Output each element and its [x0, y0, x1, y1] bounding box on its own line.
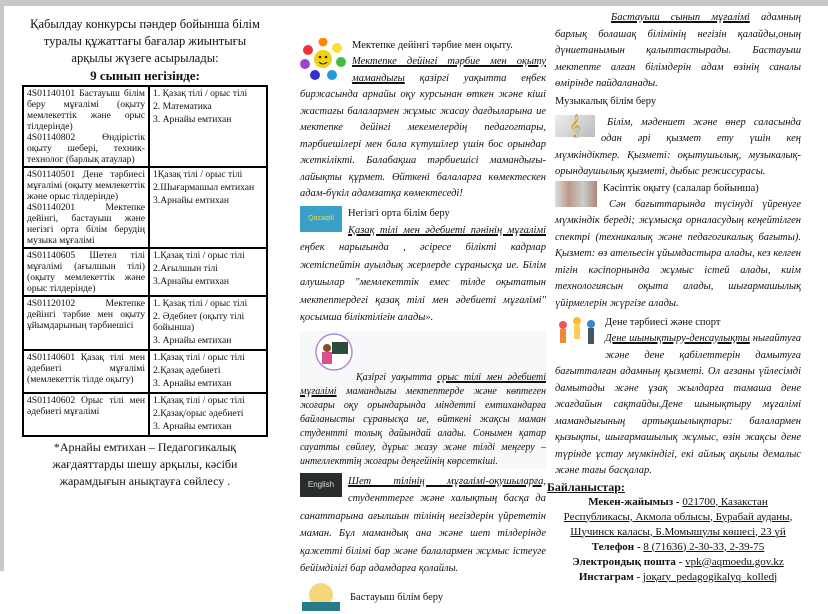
table-row	[23, 393, 267, 436]
contacts-title: Байланыстар:	[547, 479, 625, 494]
left-border	[0, 0, 4, 571]
sport-text: нығайтуға және дене қабілеттерін дамытуға бағытталған адамның қызметі. Ол ағзаны үйлесімді дамытады және ұзақ жылдарға тамаша дене жағдайын сақтайды.Дене шынықтыру мұғалімі мамандығының артықшылықтары: балалармен қызықты, шығармашылық жұмыс, өзін жақсы дене түрінде ұстау мүмкіндігі, екі айлық ақылы демалыс және тағы басқалар.	[555, 333, 801, 476]
music-text: Білім, мәдениет және өнер саласында одан әрі қызмет ету үшін кең мүмкіндіктер. Қызметі: оқытушылық, музыкалық-орындаушылық қызметі, дыбыс режиссурасы.	[555, 116, 801, 177]
email-link[interactable]: vpk@aqmoedu.gov.kz	[685, 555, 784, 568]
specialty-name: 4S01140101 Бастауыш білім беру мұғалімі (оқыту мемлекеттік және орыс тілдерінде)	[27, 88, 145, 132]
section-secondary	[300, 206, 546, 327]
column-admission	[22, 10, 268, 490]
email-label: Электрондық пошта	[572, 555, 676, 568]
exam-item: 3. Арнайы емтихан	[153, 114, 232, 125]
english-chalkboard-image: English	[300, 473, 342, 497]
column-more-specialties	[547, 10, 801, 585]
kazakh-flag-image: Qazaqtil	[300, 206, 342, 232]
kazakh-teacher-specialty: Қазақ тілі мен әдебиеті пәнінің мұғалімі	[348, 224, 546, 236]
exam-item: 3.Арнайы емтихан	[153, 195, 230, 206]
section-primary-heading	[300, 582, 546, 614]
secondary-title: Негізгі орта білім беру	[348, 207, 450, 219]
russian-teacher-specialty: орыс тілі мен әдебиеті мұғалімі	[300, 371, 546, 397]
table-row	[23, 350, 267, 393]
table-row	[23, 296, 267, 350]
email: Электрондық пошта - vpk@aqmoedu.gov.kz	[572, 555, 784, 568]
section-sport	[555, 315, 801, 480]
contacts	[547, 479, 801, 585]
exams-cell	[149, 350, 267, 393]
preschool-title: Мектепке дейінгі тәрбие мен оқыту.	[352, 40, 513, 51]
preschool-text: қазіргі уақытта еңбек биржасында арнайы оқу курсынан өткен және кіші жастағы балалармен жұмыс жасау дағдыларына ие мектепке дейінгі мекемелердің педагогтары, тәрбиешілері мен бала күтушілер үшін бос орындар жеткілікті. Балабақша тәрбиешісі мамандығы-лайықты құрмет. Өйткені балаларға көмектескен адам-бүкіл адамзатқа көмектеседі!	[300, 72, 546, 199]
column-specialties	[300, 38, 546, 614]
exam-item: 3. Арнайы емтихан	[153, 421, 232, 432]
admission-intro: Қабылдау конкурсы пәндер бойынша білім туралы құжаттағы бағалар жиынтығы арқылы жүзеге асырылады:	[30, 17, 260, 65]
exams-cell	[149, 86, 267, 167]
specialty-name: 4S01140501 Дене тәрбиесі мұғалімі (оқыту мемлекеттік және орыс тілдерінде)	[27, 169, 145, 202]
specialty-cell	[23, 248, 149, 296]
phone-value[interactable]: 8 (71636) 2-30-33, 2-39-75	[643, 540, 765, 553]
teacher-icon	[314, 333, 354, 371]
specialty-name: 4S01120102 Мектепке дейінгі тәрбие мен оқыту ұйымдарының тәрбиешісі	[27, 298, 145, 331]
primary-text: адамның барлық болашақ білімінің негізін қалайды,оның дүниетанымын қалыптастырады. Бастауыш мектепте алған білімдерін адам өзінің саналы өмірінде пайдаланады.	[555, 12, 801, 89]
specialty-cell	[23, 167, 149, 248]
specialty-cell	[23, 393, 149, 436]
exam-item: 2. Әдебиет (оқыту тілі бойынша)	[153, 311, 245, 333]
exam-item: 2.Қазақ/орыс әдебиеті	[153, 408, 244, 419]
specialty-cell	[23, 296, 149, 350]
exam-item: 3.Арнайы емтихан	[153, 276, 230, 287]
exam-item: 2. Математика	[153, 101, 212, 112]
secondary-text: еңбек нарығында , әсіресе білікті кадрлар жетіспейтін ауылдық жерлерде сұранысқа ие. Білім алушылар "мемлекеттік емес тілде оқытатын мектептердегі қазақ тілі мен әдебиеті мұғалімі" қосымша біліктілігін алады».	[300, 242, 546, 323]
specialty-name: 4S01140201 Мектепке дейінгі, бастауыш және негізгі орта білім берудің музыка мұғалімі	[27, 202, 145, 246]
sport-specialty: Дене шынықтыру-денсаулықты	[605, 333, 750, 344]
music-title: Музыкалық білім беру	[555, 95, 657, 107]
exams-cell	[149, 296, 267, 350]
exam-item: 1. Қазақ тілі / орыс тілі	[153, 88, 248, 99]
exams-cell	[149, 393, 267, 436]
exams-cell	[149, 167, 267, 248]
instagram-label: Инстаграм	[578, 570, 634, 583]
primary-teacher-specialty: Бастауыш сынып мұғалімі	[611, 12, 750, 23]
exam-item: 2.Ағылшын тілі	[153, 263, 218, 274]
mannequins-image	[555, 181, 597, 207]
russian-text: мамандығы мектептерде және көптеген жоғары оқу орындарында міндетті емтихандарға байланысты сұранысқа ие, өйткені жақсы маман студентті толық дайындай алады. Сонымен қатар сауатты сөйлеу, дұрыс жазу және тілді меңгеру – интеллекттің жоғары деңгейінің көрсеткіші.	[300, 385, 546, 467]
table-row	[23, 167, 267, 248]
exams-cell	[149, 248, 267, 296]
english-text: студенттерге және халықтың басқа да санаттарына ағылшын тілінің негіздерін үйрететін маман. Бұл мамандық ана және шет тілдерінде қажетті білімі бар және балалармен жұмыс істеуге бейімділігі бар адамдарға қолайлы.	[300, 493, 546, 574]
phone: Телефон - 8 (71636) 2-30-33, 2-39-75	[591, 540, 765, 553]
sport-title: Дене тәрбиесі және спорт	[605, 317, 721, 328]
russian-pre: Қазіргі уақытта	[356, 371, 438, 383]
phone-label: Телефон	[591, 540, 635, 553]
address-value: 021700, Казакстан Республикасы, Акмола облысы, Бурабай ауданы, Шучинск каласы, Б.Момышулы көшесі, 23 үй	[563, 495, 793, 538]
vocational-text: Сән бағыттарында түсінуді үйренуге мүмкіндік береді; жұмысқа орналасудың кеңейтілген спектрі (техникалық және педагогикалық бағыты). Қызмет: өз ательесін ұйымдастыра алады, кез келген тігін кәсіпорнында жұмыс істей алады, киім технологиясын оқыта алады, шығармашылық үйірмелерін жүргізе алады.	[555, 198, 801, 309]
address: Мекен-жайымыз - 021700, Казакстан Республикасы, Акмола облысы, Бурабай ауданы, Шучинск каласы, Б.Момышулы көшесі, 23 үй	[563, 495, 793, 538]
instagram: Инстаграм - joқary_pedagogikalyq_kolledj	[578, 570, 778, 583]
treble-clef-image: 𝄞	[555, 115, 595, 137]
vocational-title: Кәсіптік оқыту (салалар бойынша)	[603, 182, 759, 194]
exam-item: 3. Арнайы емтихан	[153, 378, 232, 389]
section-english	[300, 473, 546, 578]
exam-item: 1. Қазақ тілі / орыс тілі	[153, 298, 248, 309]
primary-teacher-badge-icon	[300, 582, 342, 614]
specialty-name: 4S01140601 Қазақ тілі мен әдебиеті мұғалімі (мемлекеттік тілде оқыту)	[27, 352, 145, 385]
exam-item: 3. Арнайы емтихан	[153, 335, 232, 346]
specialty-cell	[23, 350, 149, 393]
table-row	[23, 86, 267, 167]
section-vocational	[555, 181, 801, 313]
section-russian	[300, 331, 546, 469]
athletes-icon	[555, 315, 599, 349]
section-preschool	[300, 38, 546, 203]
specialty-cell	[23, 86, 149, 167]
sun-hands-icon	[300, 38, 346, 80]
specialty-name: 4S01140802 Өндірістік оқыту шебері, техник-технолог (барлық атаулар)	[27, 132, 145, 165]
exam-item: 2.Шығармашыл емтихан	[153, 182, 255, 193]
exam-item: 1.Қазақ тілі / орыс тілі	[153, 352, 245, 363]
instagram-link[interactable]: joқary_pedagogikalyq_kolledj	[642, 570, 778, 583]
preschool-specialty: Мектепке дейінгі тәрбие мен оқыту мамандығы	[352, 56, 546, 84]
exam-item: 1.Қазақ тілі / орыс тілі	[153, 250, 245, 261]
specialty-name: 4S01140605 Шетел тілі мұғалімі (ағылшын тілі) (оқыту мемлекеттік және орыс тілдерінде)	[27, 250, 145, 294]
exam-item: 1.Қазақ тілі / орыс тілі	[153, 395, 245, 406]
primary-title: Бастауыш білім беру	[350, 591, 444, 603]
top-border	[0, 0, 828, 6]
grade9-heading: 9 сынып негізінде:	[90, 68, 200, 83]
exam-table	[22, 85, 268, 437]
table-row	[23, 248, 267, 296]
english-teacher-specialty: Шет тілінің мұғалімі-оқушыларға,	[348, 475, 546, 487]
exam-item: 1Қазақ тілі / орыс тілі	[153, 169, 243, 180]
special-exam-note: *Арнайы емтихан – Педагогикалық жағдаяттарды шешу арқылы, кәсіби жарамдығын анықтауға сөйлесу .	[52, 440, 238, 488]
exam-item: 2.Қазақ әдебиеті	[153, 365, 221, 376]
address-label: Мекен-жайымыз	[588, 495, 674, 508]
specialty-name: 4S01140602 Орыс тілі мен әдебиеті мұғалімі	[27, 395, 145, 417]
